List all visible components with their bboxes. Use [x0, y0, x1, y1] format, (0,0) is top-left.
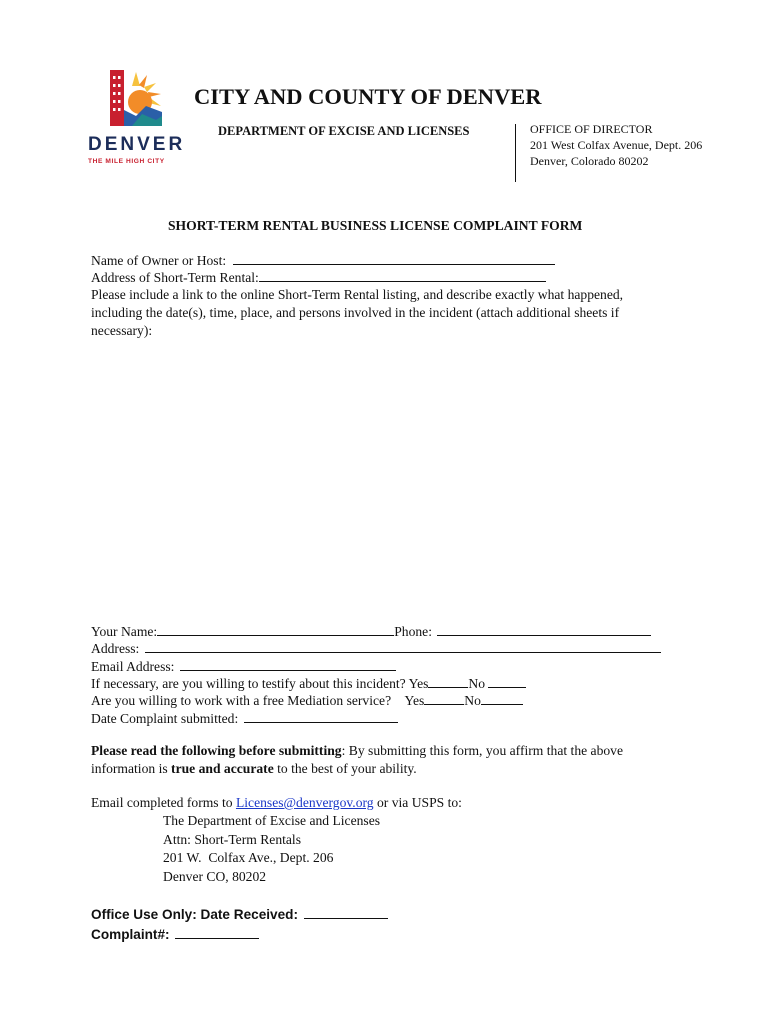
office-use-date-label: Office Use Only: Date Received: [91, 907, 298, 922]
notice-bold-mid: true and accurate [171, 761, 274, 776]
denver-logo [84, 66, 184, 172]
mediation-no-input[interactable] [481, 691, 523, 705]
instructions-line2: including the date(s), time, place, and persons involved in the incident (attach additional sheets if [91, 305, 620, 320]
phone-label: Phone: [394, 624, 432, 639]
instructions-line1: Please include a link to the online Short-Term Rental listing, and describe exactly what happened, [91, 287, 624, 302]
incident-description-area[interactable] [91, 344, 671, 614]
mediation-question: Are you willing to work with a free Mediation service? [91, 693, 392, 708]
email-label: Email Address: [91, 659, 175, 674]
office-use-date-field [91, 905, 388, 922]
mailing-line1: The Department of Excise and Licenses [163, 813, 381, 828]
instructions-line3: necessary): [91, 323, 153, 338]
licenses-email-link[interactable]: Licenses@denvergov.org [235, 795, 374, 810]
office-use-date-input[interactable] [304, 905, 388, 919]
your-address-field [91, 639, 661, 658]
logo-wordmark: DENVER [88, 134, 186, 155]
mediation-field [91, 691, 523, 710]
mailing-intro [91, 794, 462, 812]
testify-question: If necessary, are you willing to testify about this incident? [91, 676, 406, 691]
your-address-label: Address: [91, 641, 140, 656]
department-name: DEPARTMENT OF EXCISE AND LICENSES [218, 124, 470, 138]
your-address-input[interactable] [145, 639, 661, 653]
rental-address-field [91, 268, 546, 287]
form-title: SHORT-TERM RENTAL BUSINESS LICENSE COMPLAINT FORM [168, 218, 583, 233]
office-address-line2: Denver, Colorado 80202 [530, 154, 649, 168]
notice-bold-lead: Please read the following before submitting [91, 743, 342, 758]
mediation-no-label: No [464, 693, 481, 708]
date-submitted-field [91, 709, 398, 728]
date-submitted-label: Date Complaint submitted: [91, 711, 239, 726]
rental-address-input[interactable] [259, 268, 546, 282]
testify-no-label: No [468, 676, 486, 691]
owner-label: Name of Owner or Host: [91, 253, 227, 268]
office-address-line1: 201 West Colfax Avenue, Dept. 206 [530, 138, 703, 152]
complaint-number-field [91, 925, 259, 942]
page-title: CITY AND COUNTY OF DENVER [194, 84, 542, 109]
date-submitted-input[interactable] [244, 709, 398, 723]
notice-line2 [91, 760, 417, 778]
email-input[interactable] [180, 657, 396, 671]
mailing-line4: Denver CO, 80202 [163, 869, 267, 884]
header-divider [515, 124, 516, 182]
notice-line1 [91, 742, 623, 760]
complaint-number-input[interactable] [175, 925, 259, 939]
notice-text2a: information is [91, 761, 172, 776]
mailing-line2: Attn: Short-Term Rentals [163, 832, 301, 847]
testify-no-input[interactable] [488, 674, 526, 688]
your-name-label: Your Name: [91, 624, 158, 639]
notice-text1: : By submitting this form, you affirm that the above [341, 743, 624, 758]
phone-input[interactable] [437, 622, 651, 636]
logo-tagline: THE MILE HIGH CITY [88, 158, 165, 165]
notice-text2b: to the best of your ability. [273, 761, 417, 776]
denver-skyline-sun-icon [84, 66, 184, 130]
office-name: OFFICE OF DIRECTOR [530, 122, 653, 136]
testify-yes-input[interactable] [428, 674, 468, 688]
mediation-yes-label: Yes [404, 693, 425, 708]
mailing-line3: 201 W. Colfax Ave., Dept. 206 [163, 850, 334, 865]
mediation-yes-input[interactable] [424, 691, 464, 705]
rental-address-label: Address of Short-Term Rental: [91, 270, 259, 285]
complaint-number-label: Complaint#: [91, 927, 170, 942]
mailing-intro-end: or via USPS to: [373, 795, 462, 810]
owner-input[interactable] [233, 251, 555, 265]
mailing-intro-text: Email completed forms to [91, 795, 236, 810]
your-name-input[interactable] [157, 622, 394, 636]
testify-yes-label: Yes [408, 676, 429, 691]
